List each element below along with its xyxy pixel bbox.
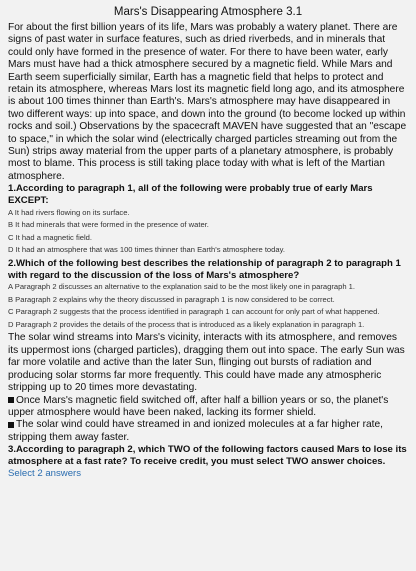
question-1-prompt: 1.According to paragraph 1, all of the following were probably true of early Mars EXCEPT: — [8, 183, 373, 207]
question-2-option-c[interactable]: C Paragraph 2 suggests that the process identified in paragraph 1 can account for only part of what happened. — [8, 307, 380, 317]
square-marker-icon — [8, 397, 14, 403]
marked-sentence-2[interactable] — [8, 419, 408, 444]
question-1-option-c[interactable]: C It had a magnetic field. — [8, 232, 92, 242]
square-marker-icon — [8, 422, 14, 428]
question-2-option-b[interactable]: B Paragraph 2 explains why the theory discussed in paragraph 1 is now considered to be correct. — [8, 294, 335, 304]
question-3-prompt-text: 3.According to paragraph 2, which TWO of the following factors caused Mars to lose its atmosphere at a fast rate? To receive credit, you must select TWO answer choices. — [8, 444, 407, 467]
question-2-option-d[interactable]: D Paragraph 2 provides the details of the process that is introduced as a likely explanation in paragraph 1. — [8, 319, 365, 329]
paragraph-2: The solar wind streams into Mars's vicinity, interacts with its atmosphere, and removes its uppermost ions (charged particles), dragging them out into space. The early Sun was far more volatile and active than the later Sun, flinging out bursts of radiation and producing solar storms far more frequently. This could have made any atmospheric stripping up to 20 times more devastating. — [8, 332, 405, 394]
marked-sentence-1[interactable] — [8, 395, 408, 420]
question-1-option-b[interactable]: B It had minerals that were formed in the presence of water. — [8, 220, 209, 230]
select-answers-link[interactable]: Select 2 answers — [8, 467, 82, 479]
question-3-prompt — [8, 444, 408, 479]
question-1-option-d[interactable]: D It had an atmosphere that was 100 times thinner than Earth's atmosphere today. — [8, 245, 285, 255]
passage-title: Mars's Disappearing Atmosphere 3.1 — [113, 6, 303, 18]
marked-sentence-1-text: Once Mars's magnetic field switched off, after half a billion years or so, the planet's upper atmosphere would have been naked, lacking its former shield. — [8, 394, 389, 418]
paragraph-1: For about the first billion years of its life, Mars was probably a watery planet. There are signs of past water in surface features, such as dried riverbeds, and in minerals that could only have formed in the presence of water. For there to have been water, early Mars must have had a thick atmosphere secured by a magnetic field. While Mars and Earth seem superficially similar, Earth has a magnetic field that helps to protect and retain its atmosphere, whereas Mars lost its magnetic field long ago, and its atmosphere is about 100 times thinner than Earth's. Mars's atmosphere may have disappeared in two different ways: up into space, and down into the ground (to become locked up within rocks and soil.) Observations by the spacecraft MAVEN have suggested that an "escape to space," in which the solar wind (electrically charged particles streaming out from the Sun) strips away material from the upper parts of a planetary atmosphere, is probably most to blame. This process is still taking place today with what is left of the Martian atmosphere. — [8, 22, 407, 182]
question-2-prompt: 2.Which of the following best describes the relationship of paragraph 2 to paragraph 1 with regard to the discussion of the loss of Mars's atmosphere? — [8, 257, 401, 281]
marked-sentence-2-text: The solar wind could have streamed in and ionized molecules at a far higher rate, stripping them away faster. — [8, 419, 383, 443]
question-2-option-a[interactable]: A Paragraph 2 discusses an alternative to the explanation said to be the most likely one in paragraph 1. — [8, 282, 355, 292]
question-1-option-a[interactable]: A It had rivers flowing on its surface. — [8, 207, 130, 217]
